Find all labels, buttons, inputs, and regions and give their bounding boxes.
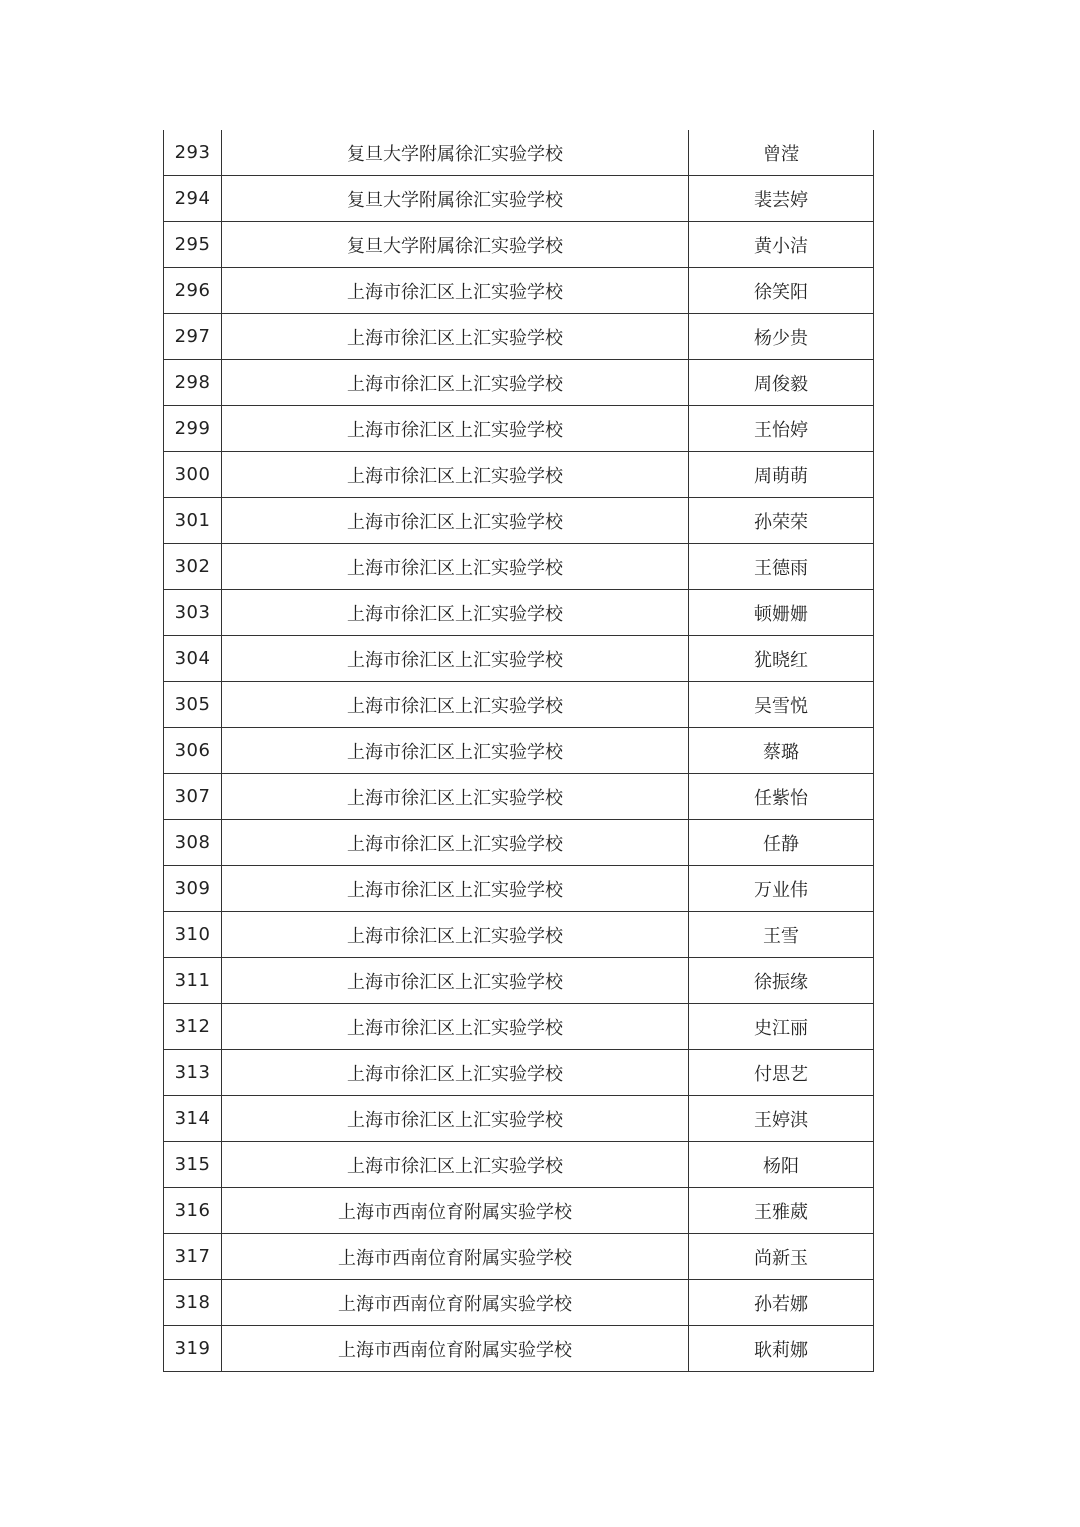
row-number-cell: 299 [164,406,222,452]
row-number-cell: 308 [164,820,222,866]
person-name-cell: 徐振缘 [689,958,874,1004]
table-row [164,958,874,1004]
row-number-cell: 310 [164,912,222,958]
person-name-cell: 顿姗姗 [689,590,874,636]
person-name-cell: 任紫怡 [689,774,874,820]
row-number-cell: 296 [164,268,222,314]
row-number-cell: 307 [164,774,222,820]
school-name-cell: 上海市徐汇区上汇实验学校 [222,314,689,360]
person-name-cell: 王雪 [689,912,874,958]
table-row [164,314,874,360]
table-row [164,268,874,314]
school-name-cell: 上海市徐汇区上汇实验学校 [222,590,689,636]
row-number-cell: 301 [164,498,222,544]
school-name-cell: 上海市徐汇区上汇实验学校 [222,958,689,1004]
person-name-cell: 万业伟 [689,866,874,912]
row-number-cell: 295 [164,222,222,268]
row-number-cell: 302 [164,544,222,590]
table-row [164,774,874,820]
person-name-cell: 周萌萌 [689,452,874,498]
school-name-cell: 上海市徐汇区上汇实验学校 [222,452,689,498]
table-row [164,590,874,636]
school-name-cell: 上海市徐汇区上汇实验学校 [222,1050,689,1096]
row-number-cell: 305 [164,682,222,728]
row-number-cell: 294 [164,176,222,222]
person-name-cell: 犹晓红 [689,636,874,682]
table-row [164,1188,874,1234]
row-number-cell: 315 [164,1142,222,1188]
table-row [164,682,874,728]
person-name-cell: 史江丽 [689,1004,874,1050]
row-number-cell: 300 [164,452,222,498]
row-number-cell: 306 [164,728,222,774]
table-row [164,360,874,406]
person-name-cell: 黄小洁 [689,222,874,268]
school-name-cell: 上海市西南位育附属实验学校 [222,1234,689,1280]
person-name-cell: 王雅葳 [689,1188,874,1234]
table-row [164,1280,874,1326]
person-name-cell: 付思艺 [689,1050,874,1096]
school-name-cell: 上海市徐汇区上汇实验学校 [222,1004,689,1050]
school-name-cell: 上海市徐汇区上汇实验学校 [222,774,689,820]
person-name-cell: 王怡婷 [689,406,874,452]
table-row [164,406,874,452]
school-name-cell: 上海市徐汇区上汇实验学校 [222,912,689,958]
row-number-cell: 312 [164,1004,222,1050]
person-name-cell: 孙荣荣 [689,498,874,544]
row-number-cell: 309 [164,866,222,912]
table-row [164,130,874,176]
table-row [164,452,874,498]
row-number-cell: 304 [164,636,222,682]
person-name-cell: 蔡璐 [689,728,874,774]
person-name-cell: 吴雪悦 [689,682,874,728]
table-row [164,866,874,912]
school-name-cell: 上海市徐汇区上汇实验学校 [222,866,689,912]
table-row [164,1096,874,1142]
person-name-cell: 曾滢 [689,130,874,176]
table-row [164,1234,874,1280]
person-name-cell: 尚新玉 [689,1234,874,1280]
row-number-cell: 298 [164,360,222,406]
person-name-cell: 杨少贵 [689,314,874,360]
row-number-cell: 317 [164,1234,222,1280]
school-name-cell: 上海市徐汇区上汇实验学校 [222,544,689,590]
table-row [164,498,874,544]
table-row [164,1004,874,1050]
row-number-cell: 297 [164,314,222,360]
school-name-cell: 上海市西南位育附属实验学校 [222,1326,689,1372]
person-name-cell: 王德雨 [689,544,874,590]
person-name-cell: 耿莉娜 [689,1326,874,1372]
roster-table-container [163,130,873,1372]
row-number-cell: 311 [164,958,222,1004]
table-row [164,176,874,222]
person-name-cell: 周俊毅 [689,360,874,406]
row-number-cell: 316 [164,1188,222,1234]
person-name-cell: 孙若娜 [689,1280,874,1326]
school-name-cell: 上海市徐汇区上汇实验学校 [222,360,689,406]
table-row [164,1050,874,1096]
person-name-cell: 王婷淇 [689,1096,874,1142]
school-name-cell: 上海市徐汇区上汇实验学校 [222,268,689,314]
table-row [164,912,874,958]
school-name-cell: 上海市徐汇区上汇实验学校 [222,1096,689,1142]
row-number-cell: 314 [164,1096,222,1142]
row-number-cell: 293 [164,130,222,176]
table-row [164,1142,874,1188]
table-row [164,728,874,774]
table-row [164,544,874,590]
row-number-cell: 318 [164,1280,222,1326]
table-row [164,636,874,682]
row-number-cell: 319 [164,1326,222,1372]
school-name-cell: 上海市徐汇区上汇实验学校 [222,636,689,682]
school-name-cell: 上海市徐汇区上汇实验学校 [222,682,689,728]
school-name-cell: 上海市徐汇区上汇实验学校 [222,820,689,866]
person-name-cell: 任静 [689,820,874,866]
person-name-cell: 裴芸婷 [689,176,874,222]
school-name-cell: 上海市西南位育附属实验学校 [222,1280,689,1326]
school-name-cell: 上海市徐汇区上汇实验学校 [222,498,689,544]
row-number-cell: 313 [164,1050,222,1096]
school-name-cell: 复旦大学附属徐汇实验学校 [222,222,689,268]
roster-table-body [164,130,874,1372]
roster-table [163,130,874,1372]
school-name-cell: 上海市徐汇区上汇实验学校 [222,1142,689,1188]
table-row [164,820,874,866]
school-name-cell: 复旦大学附属徐汇实验学校 [222,176,689,222]
school-name-cell: 上海市西南位育附属实验学校 [222,1188,689,1234]
school-name-cell: 复旦大学附属徐汇实验学校 [222,130,689,176]
school-name-cell: 上海市徐汇区上汇实验学校 [222,728,689,774]
table-row [164,1326,874,1372]
row-number-cell: 303 [164,590,222,636]
person-name-cell: 徐笑阳 [689,268,874,314]
table-row [164,222,874,268]
school-name-cell: 上海市徐汇区上汇实验学校 [222,406,689,452]
person-name-cell: 杨阳 [689,1142,874,1188]
